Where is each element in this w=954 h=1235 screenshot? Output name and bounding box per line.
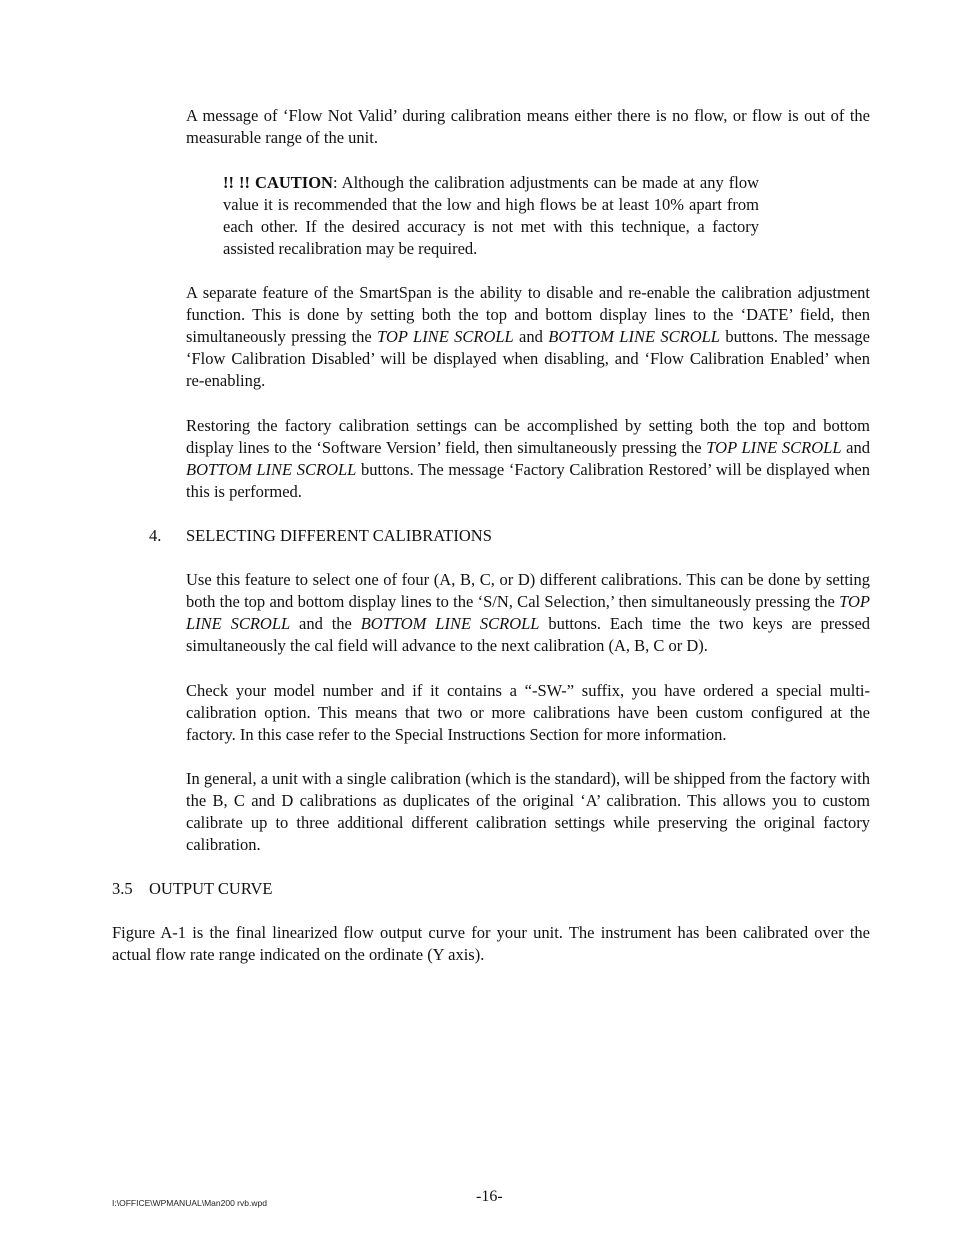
section-4-title: SELECTING DIFFERENT CALIBRATIONS bbox=[186, 526, 492, 545]
section-3-5-number: 3.5 bbox=[112, 879, 133, 898]
text-run: buttons. The message ‘Flow Calibration Disabled’ will be displayed when disabling, and ‘Flow Calibration Enabled’ when re-enabling. bbox=[186, 327, 870, 390]
text-run: and bbox=[841, 438, 871, 457]
text-run: Use this feature to select one of four (A, B, C, or D) different calibrations. This can be done by setting both the top and bottom display lines to the ‘S/N, Cal Selection,’ then simultaneously pressing the bbox=[186, 570, 870, 611]
text-run-italic: BOTTOM LINE SCROLL bbox=[186, 460, 357, 479]
paragraph-disable-calibration bbox=[186, 282, 870, 392]
text-run: A separate feature of the SmartSpan is the ability to disable and re-enable the calibration adjustment function. This is done by setting both the top and bottom display lines to the ‘DATE’ field, then simultaneously pressing the bbox=[186, 283, 870, 346]
footer-file-path: I:\OFFICE\WPMANUAL\Man200 rvb.wpd bbox=[112, 1198, 267, 1208]
text-run: and bbox=[513, 327, 549, 346]
text-run: and the bbox=[290, 614, 361, 633]
text-run-italic: TOP LINE SCROLL bbox=[377, 327, 514, 346]
section-4-number: 4. bbox=[149, 526, 162, 545]
text-run-italic: TOP LINE SCROLL bbox=[186, 592, 870, 633]
text-run-italic: BOTTOM LINE SCROLL bbox=[360, 614, 540, 633]
paragraph-select-calibration bbox=[186, 569, 870, 657]
text-run: buttons. The message ‘Factory Calibration Restored’ will be displayed when this is performed. bbox=[186, 460, 870, 501]
text-run-italic: BOTTOM LINE SCROLL bbox=[548, 327, 720, 346]
paragraph-output-curve: Figure A-1 is the final linearized flow output curve for your unit. The instrument has been calibrated over the actual flow rate range indicated on the ordinate (Y axis). bbox=[112, 923, 870, 964]
section-3-5-title: OUTPUT CURVE bbox=[149, 879, 273, 898]
text-run: Restoring the factory calibration settings can be accomplished by setting both the top and bottom display lines to the ‘Software Version’ field, then simultaneously pressing the bbox=[186, 416, 870, 457]
paragraph-general-unit: In general, a unit with a single calibration (which is the standard), will be shipped from the factory with the B, C and D calibrations as duplicates of the original ‘A’ calibration. This allows you to custom calibrate up to three additional different calibration settings while preserving the original factory calibration. bbox=[186, 769, 870, 854]
caution-text: : Although the calibration adjustments can be made at any flow value it is recommended that the low and high flows be at least 10% apart from each other. If the desired accuracy is not met with this technique, a factory assisted recalibration may be required. bbox=[223, 173, 759, 258]
paragraph-restore-factory bbox=[186, 415, 870, 503]
paragraph-flow-not-valid: A message of ‘Flow Not Valid’ during calibration means either there is no flow, or flow is out of the measurable range of the unit. bbox=[186, 106, 870, 147]
caution-label: !! !! CAUTION bbox=[223, 173, 333, 192]
paragraph-model-number: Check your model number and if it contains a “-SW-” suffix, you have ordered a special multi-calibration option. This means that two or more calibrations have been custom configured at the factory. In this case refer to the Special Instructions Section for more information. bbox=[186, 681, 870, 744]
text-run: buttons. Each time the two keys are pressed simultaneously the cal field will advance to the next calibration (A, B, C or D). bbox=[186, 614, 871, 655]
text-run-italic: TOP LINE SCROLL bbox=[706, 438, 842, 457]
page-number: -16- bbox=[476, 1188, 503, 1205]
caution-note bbox=[223, 172, 759, 260]
